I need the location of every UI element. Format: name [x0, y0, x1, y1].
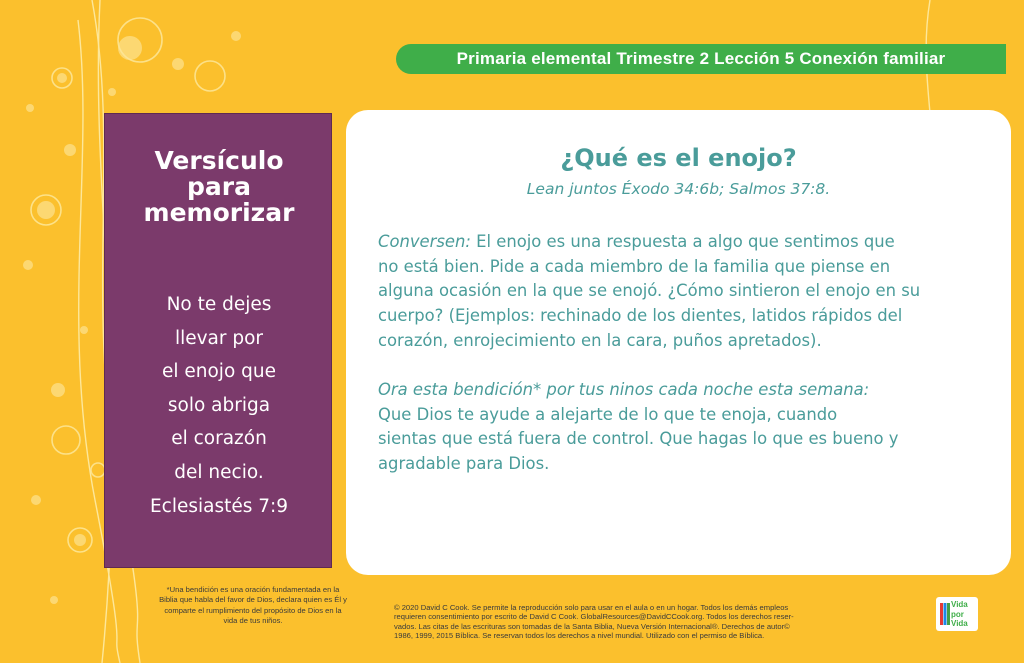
footnote-line: *Una bendición es una oración fundamentada en la — [166, 585, 340, 594]
discussion-paragraph — [378, 230, 988, 354]
blessing-label-text: Ora esta bendición* por tus ninos cada noche esta semana: — [378, 380, 870, 399]
vida-por-vida-logo — [936, 597, 978, 631]
discussion-line-text: El enojo es una respuesta a algo que sentimos que — [470, 232, 895, 251]
footnote-line: vida de tus niños. — [223, 616, 283, 626]
copyright-notice — [394, 603, 924, 640]
memory-verse-title-line: para — [187, 172, 251, 201]
discussion-line: no está bien. Pide a cada miembro de la familia que piense en — [378, 256, 891, 276]
blessing-line: agradable para Dios. — [378, 454, 550, 474]
memory-verse-reference: Eclesiastés 7:9 — [149, 495, 289, 517]
memory-verse-line: llevar por — [174, 327, 264, 349]
blessing-line: Que Dios te ayude a alejarte de lo que te enoja, cuando — [378, 404, 838, 424]
discussion-label: Conversen: — [378, 232, 471, 251]
logo-bars-icon — [940, 603, 950, 625]
memory-verse-card — [104, 113, 332, 568]
logo-word: Vida — [951, 619, 968, 628]
memory-verse-line: No te dejes — [166, 294, 272, 315]
logo-word: Vida — [951, 600, 968, 609]
blessing-line: sientas que está fuera de control. Que hagas lo que es bueno y — [378, 429, 899, 449]
footnote-line: comparte el rumplimiento del propósito de Dios en la — [164, 605, 342, 615]
copyright-line: 1986, 1999, 2015 Bíblica. Se reservan todos los derechos a nivel mundial. Utilizado con el permiso de Bíblica. — [394, 630, 765, 640]
memory-verse-line: el enojo que — [161, 361, 277, 383]
blessing-paragraph — [378, 378, 988, 477]
lesson-content-card — [346, 110, 1011, 575]
memory-verse-title-line: Versículo — [154, 146, 284, 175]
memory-verse-title-line: memorizar — [143, 198, 295, 227]
memory-verse-line: solo abriga — [167, 394, 271, 416]
blessing-footnote — [138, 585, 368, 627]
logo-word: por — [951, 609, 964, 619]
scripture-reading: Lean juntos Éxodo 34:6b; Salmos 37:8. — [526, 180, 831, 198]
discussion-line: alguna ocasión en la que se enojó. ¿Cómo sintieron el enojo en su — [378, 281, 921, 301]
footnote-line: Biblia que habla del favor de Dios, declara quien es Él y — [159, 595, 347, 605]
lesson-banner: Primaria elemental Trimestre 2 Lección 5 Conexión familiar — [396, 44, 1006, 74]
memory-verse-line: el corazón — [171, 428, 267, 450]
copyright-line: vados. Las citas de las escrituras son tomadas de la Santa Biblia, Nueva Versión Internacional®. Derechos de autor© — [394, 621, 790, 631]
logo-text — [951, 600, 977, 629]
discussion-line: cuerpo? (Ejemplos: rechinado de los dientes, latidos rápidos del — [378, 306, 903, 326]
blessing-label — [378, 378, 988, 403]
memory-verse-line: del necio. — [174, 461, 264, 483]
memory-verse-text — [105, 288, 333, 523]
copyright-line: requieren consentimiento por escrito de David C Cook. GlobalResources@DavidCCook.org. Todos los derechos reser- — [394, 612, 794, 622]
discussion-line — [378, 230, 988, 255]
copyright-line: © 2020 David C Cook. Se permite la reproducción solo para usar en el aula o en un hogar. Todos los demás empleos — [394, 603, 789, 612]
discussion-line: corazón, enrojecimiento en la cara, puños apretados). — [378, 330, 822, 350]
memory-verse-title — [105, 148, 333, 226]
lesson-title: ¿Qué es el enojo? — [560, 144, 797, 172]
